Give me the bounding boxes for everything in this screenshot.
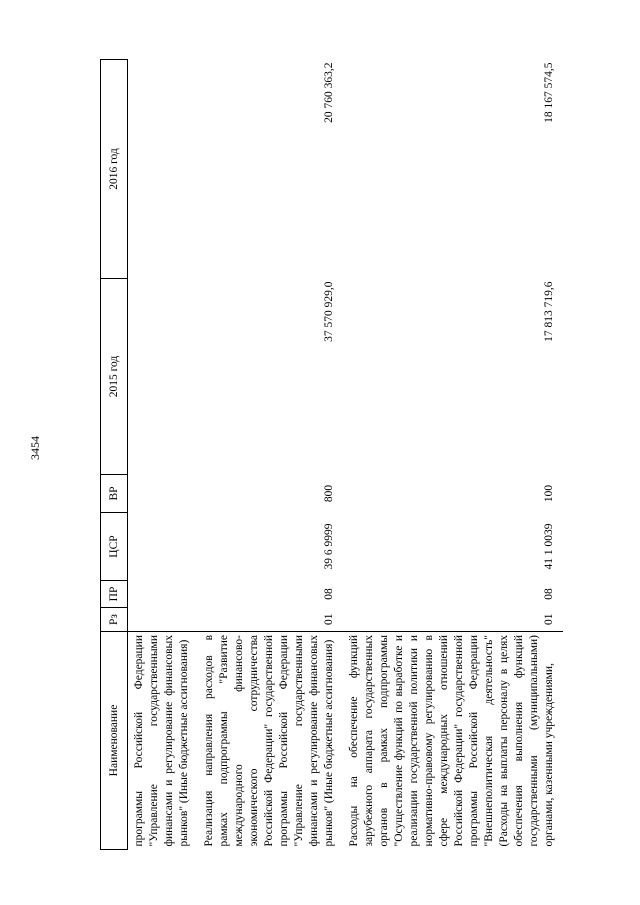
row-pr: 08 (543, 588, 555, 600)
table-row (198, 60, 343, 850)
header-2016: 2016 год (101, 60, 128, 279)
header-pr: ПР (101, 581, 128, 608)
row-rz (128, 608, 199, 632)
row-2016: 20 760 363,2 (323, 62, 335, 123)
header-rz: Рз (101, 608, 128, 632)
rotated-table-container (100, 60, 610, 850)
row-pr: 08 (323, 588, 335, 600)
table-row (128, 60, 199, 850)
row-2015 (128, 279, 199, 475)
header-2015: 2015 год (101, 279, 128, 475)
row-pr (128, 581, 199, 608)
header-vr: ВР (101, 475, 128, 513)
table-header-row (101, 60, 128, 850)
row-vr (128, 475, 199, 513)
row-vr: 800 (323, 484, 335, 503)
row-csr (128, 513, 199, 581)
header-name: Наименование (101, 632, 128, 850)
page-number: 3454 (28, 436, 42, 460)
row-csr: 39 6 9999 (323, 523, 335, 570)
row-csr: 41 1 0039 (543, 523, 555, 570)
row-name: Реализация направления расходов в рамках подпрограммы "Развитие международного финансово-экономического сотрудничества Российской Федерации" государственной программы Российской Федерации "Управление государственными финансами и регулирование финансовых рынков" (Иные бюджетные ассигнования) (198, 632, 343, 850)
row-rz: 01 (323, 613, 335, 625)
row-2016: 18 167 574,5 (543, 62, 555, 123)
row-rz: 01 (543, 613, 555, 625)
row-2015: 37 570 929,0 (323, 281, 335, 342)
row-2016 (128, 60, 199, 279)
row-vr: 100 (543, 484, 555, 503)
header-csr: ЦСР (101, 513, 128, 581)
table-row (343, 60, 563, 850)
budget-table (100, 59, 563, 850)
row-2015: 17 813 719,6 (543, 281, 555, 342)
row-name: программы Российской Федерации "Управление государственными финансами и регулирование финансовых рынков" (Иные бюджетные ассигнования) (128, 632, 199, 850)
row-name: Расходы на обеспечение функций зарубежного аппарата государственных органов в рамках подпрограммы "Осуществление функций по выработке и реализации государственной политики и нормативно-правовому регулированию в сфере международных отношений Российской Федерации" государственной программы Российской Федерации "Внешнеполитическая деятельность" (Расходы на выплаты персоналу в целях обеспечения выполнения функций государственными (муниципальными) органами, казенными учреждениями, (343, 632, 563, 850)
